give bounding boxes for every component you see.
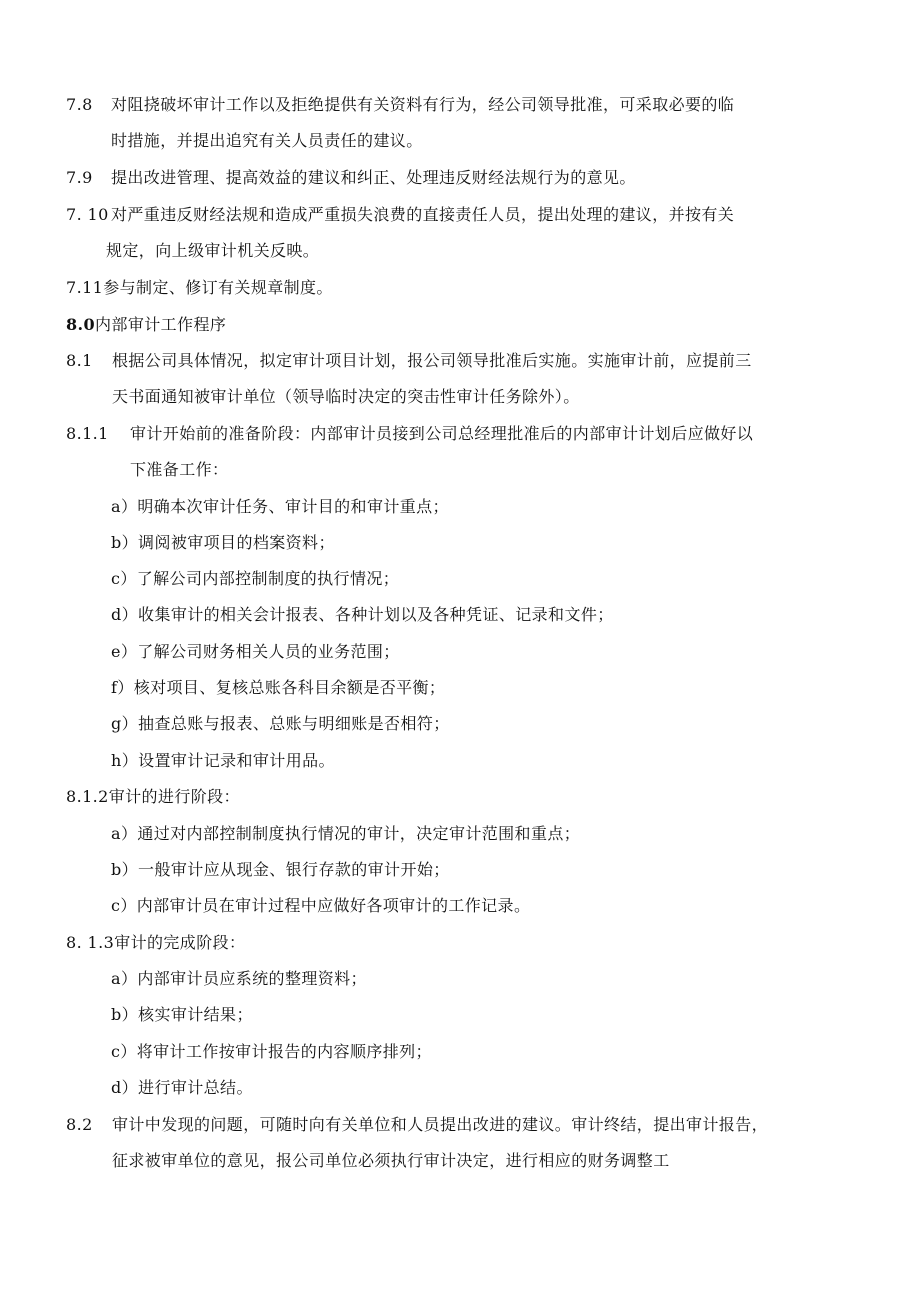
clause-text: 参与制定、修订有关规章制度。 xyxy=(103,278,333,297)
clause-7-10 xyxy=(66,204,734,226)
section-title: 内部审计工作程序 xyxy=(95,315,227,334)
list-item: h）设置审计记录和审计用品。 xyxy=(111,751,335,770)
clause-text: 审计的进行阶段： xyxy=(108,787,240,806)
clause-text: 根据公司具体情况，拟定审计项目计划，报公司领导批准后实施。实施审计前，应提前三 xyxy=(112,351,752,370)
clause-number: 8.1.2 xyxy=(66,787,109,806)
clause-number: 8. 1.3 xyxy=(66,933,115,952)
clause-text: 对严重违反财经法规和造成严重损失浪费的直接责任人员，提出处理的建议，并按有关 xyxy=(111,205,735,224)
list-item: e）了解公司财务相关人员的业务范围； xyxy=(111,642,400,661)
clause-8-2-continued: 征求被审单位的意见，报公司单位必须执行审计决定，进行相应的财务调整工 xyxy=(112,1151,670,1170)
list-item: d）收集审计的相关会计报表、各种计划以及各种凭证、记录和文件； xyxy=(111,605,614,624)
clause-7-8 xyxy=(66,94,734,116)
clause-text: 对阻挠破坏审计工作以及拒绝提供有关资料有行为，经公司领导批准，可采取必要的临 xyxy=(111,95,735,114)
clause-text: 审计的完成阶段： xyxy=(114,933,246,952)
clause-text: 提出改进管理、提高效益的建议和纠正、处理违反财经法规行为的意见。 xyxy=(111,168,636,187)
clause-number: 7. 10 xyxy=(66,205,109,224)
clause-number: 8.2 xyxy=(66,1115,93,1134)
clause-7-10-continued: 规定，向上级审计机关反映。 xyxy=(106,241,320,260)
clause-number: 7.9 xyxy=(66,168,93,187)
list-item: b）调阅被审项目的档案资料； xyxy=(111,533,335,552)
clause-8-1-1-continued: 下准备工作： xyxy=(130,460,229,479)
clause-number: 8.1 xyxy=(66,351,93,370)
clause-8-1-3 xyxy=(66,932,245,954)
section-number: 8.0 xyxy=(66,315,96,334)
clause-text: 审计中发现的问题，可随时向有关单位和人员提出改进的建议。审计终结，提出审计报告， xyxy=(112,1115,769,1134)
list-item: b）核实审计结果； xyxy=(111,1005,253,1024)
clause-7-11 xyxy=(66,277,333,299)
list-item: d）进行审计总结。 xyxy=(111,1078,253,1097)
list-item: b）一般审计应从现金、银行存款的审计开始； xyxy=(111,860,450,879)
clause-8-1 xyxy=(66,350,752,372)
clause-8-2 xyxy=(66,1114,768,1136)
clause-text: 审计开始前的准备阶段：内部审计员接到公司总经理批准后的内部审计计划后应做好以 xyxy=(130,424,754,443)
list-item: a）明确本次审计任务、审计目的和审计重点； xyxy=(111,497,449,516)
list-item: g）抽查总账与报表、总账与明细账是否相符； xyxy=(111,714,450,733)
clause-8-1-2 xyxy=(66,786,240,808)
list-item: c）了解公司内部控制制度的执行情况； xyxy=(111,569,400,588)
clause-8-1-continued: 天书面通知被审计单位（领导临时决定的突击性审计任务除外）。 xyxy=(112,387,580,406)
clause-number: 7.8 xyxy=(66,95,93,114)
clause-number: 7.11 xyxy=(66,278,104,297)
list-item: c）将审计工作按审计报告的内容顺序排列； xyxy=(111,1042,432,1061)
clause-7-8-continued: 时措施，并提出追究有关人员责任的建议。 xyxy=(111,131,423,150)
section-heading-8-0 xyxy=(66,314,226,336)
clause-number: 8.1.1 xyxy=(66,424,109,443)
clause-7-9 xyxy=(66,167,636,189)
list-item: a）通过对内部控制制度执行情况的审计，决定审计范围和重点； xyxy=(111,824,581,843)
list-item: a）内部审计员应系统的整理资料； xyxy=(111,969,367,988)
clause-8-1-1 xyxy=(66,423,753,445)
list-item: f）核对项目、复核总账各科目余额是否平衡； xyxy=(111,678,446,697)
list-item: c）内部审计员在审计过程中应做好各项审计的工作记录。 xyxy=(111,896,531,915)
